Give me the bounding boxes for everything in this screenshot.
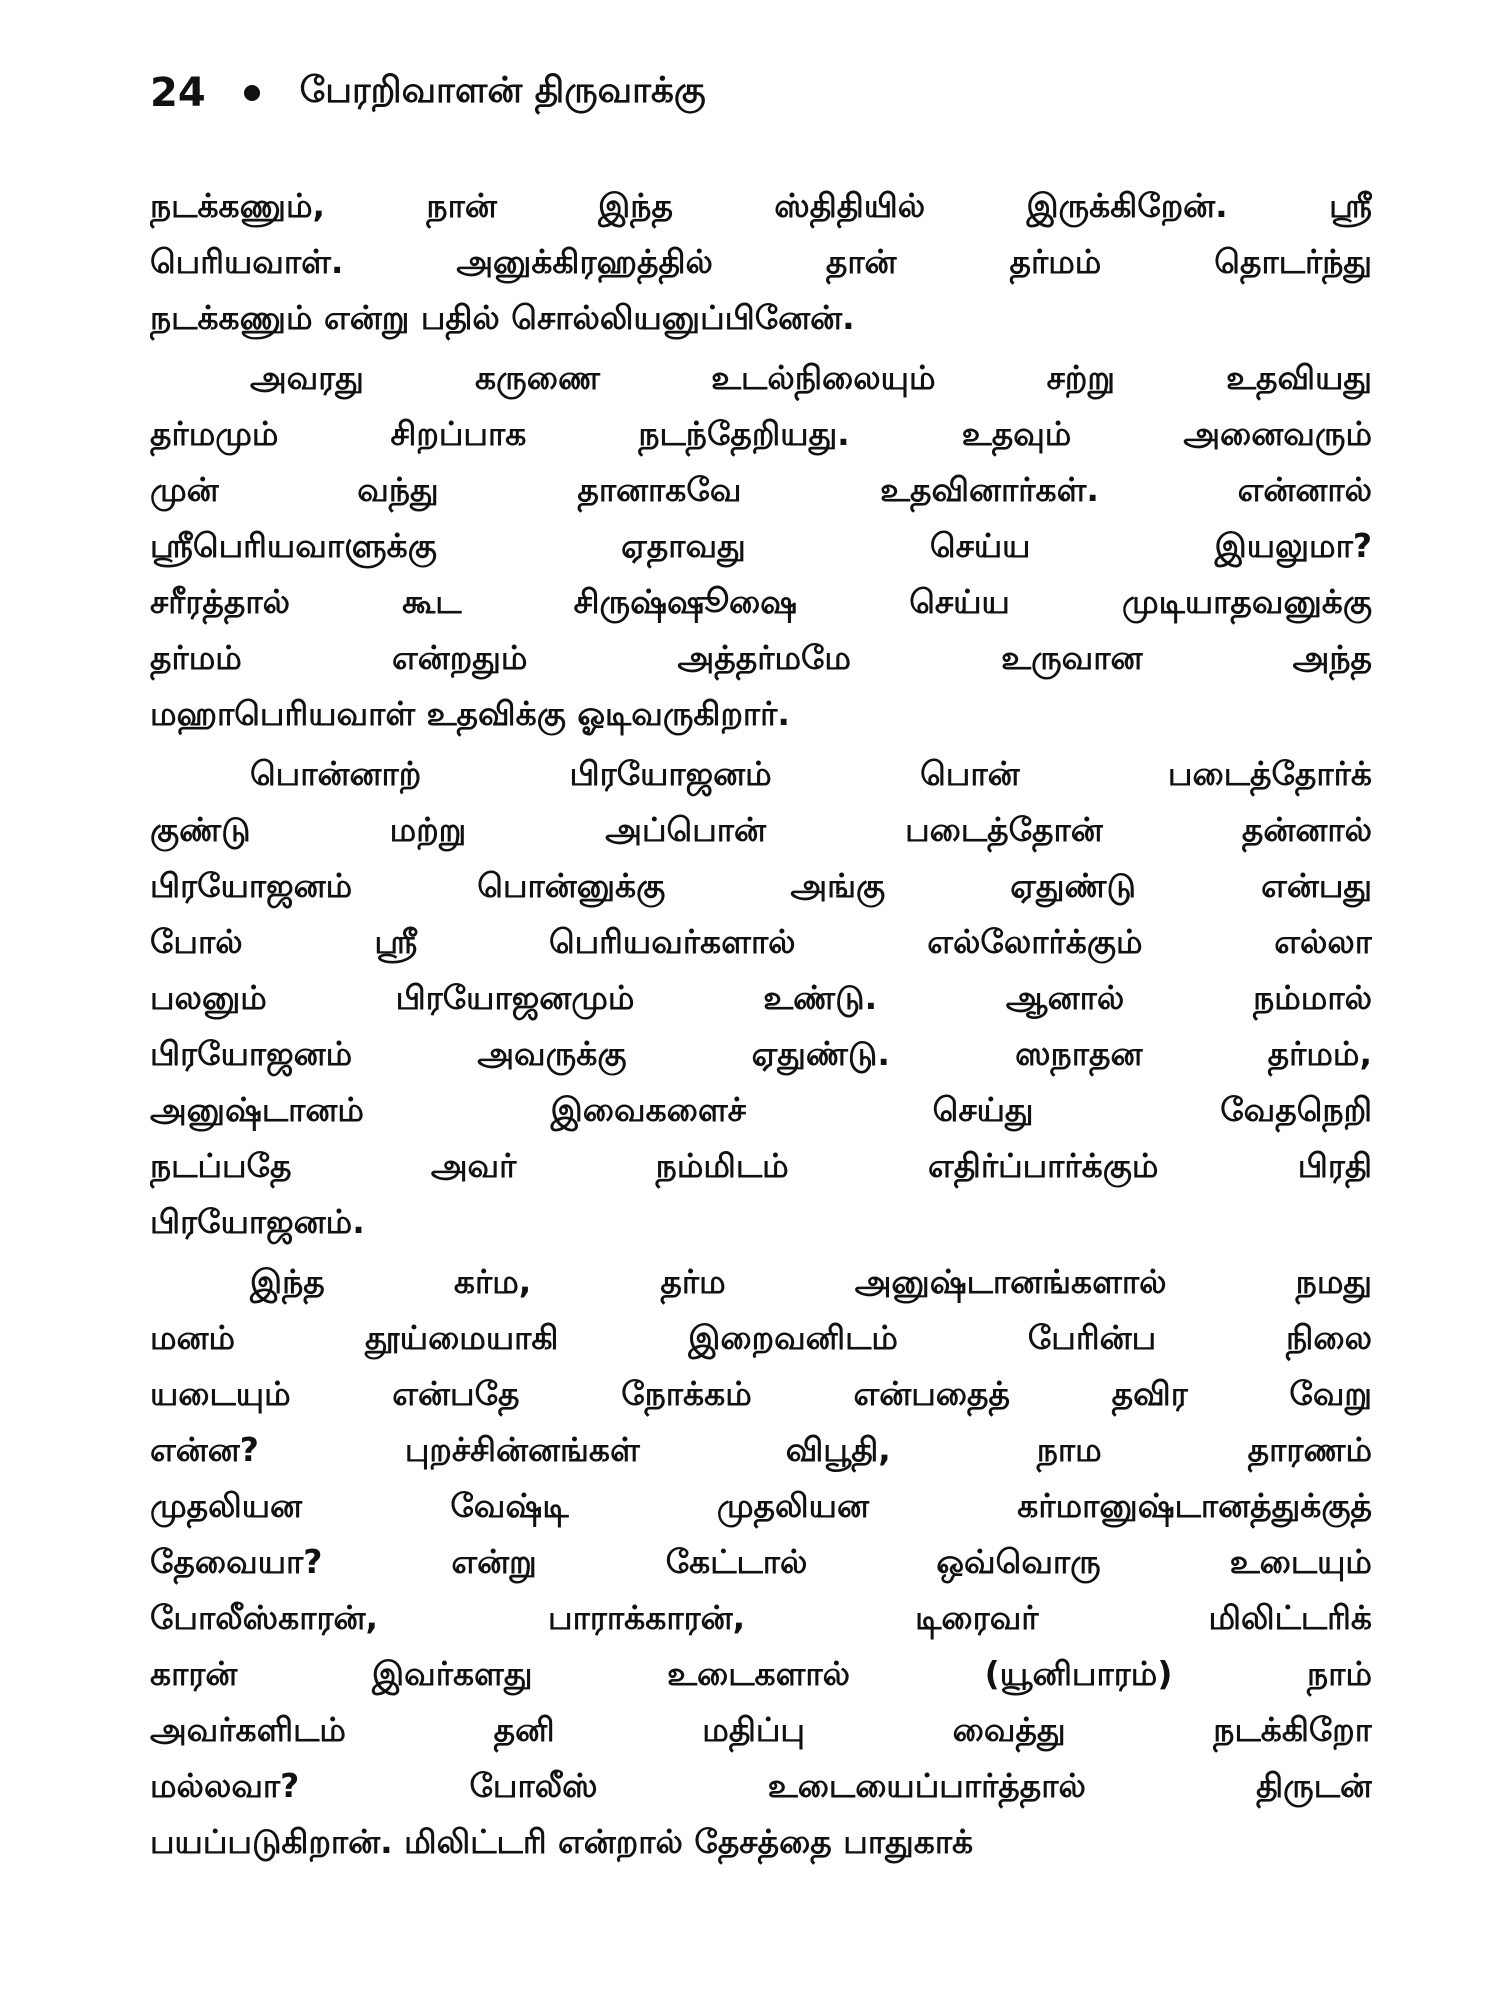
text-line: மனம் தூய்மையாகி இறைவனிடம் பேரின்ப நிலை	[150, 1318, 1372, 1357]
text-line: பொன்னாற் பிரயோஜனம் பொன் படைத்தோர்க்	[250, 754, 1372, 793]
text-line: பிரயோஜனம் பொன்னுக்கு அங்கு ஏதுண்டு என்பது	[150, 866, 1372, 905]
text-line: பெரியவாள். அனுக்கிரஹத்தில் தான் தர்மம் தொடர்ந்து	[150, 242, 1372, 281]
text-line: தேவையா? என்று கேட்டால் ஒவ்வொரு உடையும்	[150, 1542, 1372, 1581]
text-line: போல் ஸ்ரீ பெரியவர்களால் எல்லோர்க்கும் எல்லா	[150, 922, 1372, 961]
page-number: 24	[150, 70, 206, 116]
text-line: முதலியன வேஷ்டி முதலியன கர்மானுஷ்டானத்துக்குத்	[150, 1486, 1372, 1525]
text-line: தர்மம் என்றதும் அத்தர்மமே உருவான அந்த	[150, 638, 1372, 677]
text-line: பிரயோஜனம் அவருக்கு ஏதுண்டு. ஸநாதன தர்மம்,	[150, 1034, 1372, 1073]
paragraph	[150, 1254, 1372, 1870]
text-line: ஸ்ரீபெரியவாளுக்கு ஏதாவது செய்ய இயலுமா?	[150, 526, 1372, 565]
text-line: பிரயோஜனம்.	[150, 1202, 365, 1241]
text-line: போலீஸ்காரன், பாராக்காரன், டிரைவர் மிலிட்டரிக்	[150, 1598, 1372, 1637]
running-title: பேரறிவாளன் திருவாக்கு	[299, 70, 706, 111]
text-line: என்ன? புறச்சின்னங்கள் விபூதி, நாம தாரணம்	[150, 1430, 1372, 1469]
text-line: இந்த கர்ம, தர்ம அனுஷ்டானங்களால் நமது	[250, 1262, 1372, 1301]
paragraph	[150, 178, 1372, 346]
text-line: அனுஷ்டானம் இவைகளைச் செய்து வேதநெறி	[150, 1090, 1372, 1129]
text-line: அவர்களிடம் தனி மதிப்பு வைத்து நடக்கிறோ	[150, 1710, 1372, 1749]
paragraph	[150, 350, 1372, 742]
text-line: பலனும் பிரயோஜனமும் உண்டு. ஆனால் நம்மால்	[150, 978, 1372, 1017]
paragraph	[150, 746, 1372, 1250]
text-line: மல்லவா? போலீஸ் உடையைப்பார்த்தால் திருடன்	[150, 1766, 1372, 1805]
text-line: சரீரத்தால் கூட சிருஷ்ஷூஷை செய்ய முடியாதவனுக்கு	[150, 582, 1372, 621]
text-line: நடக்கணும் என்று பதில் சொல்லியனுப்பினேன்.	[150, 298, 855, 337]
text-line: நடப்பதே அவர் நம்மிடம் எதிர்ப்பார்க்கும் பிரதி	[150, 1146, 1372, 1185]
text-line: யடையும் என்பதே நோக்கம் என்பதைத் தவிர வேறு	[150, 1374, 1372, 1413]
text-line: அவரது கருணை உடல்நிலையும் சற்று உதவியது	[250, 358, 1372, 397]
body-text	[150, 178, 1372, 1870]
text-line: மஹாபெரியவாள் உதவிக்கு ஓடிவருகிறார்.	[150, 694, 790, 733]
bullet-icon	[244, 85, 260, 101]
text-line: பயப்படுகிறான். மிலிட்டரி என்றால் தேசத்தை பாதுகாக்	[150, 1822, 974, 1861]
text-line: நடக்கணும், நான் இந்த ஸ்திதியில் இருக்கிறேன். ஸ்ரீ	[150, 186, 1372, 225]
page-header	[150, 58, 706, 128]
text-line: குண்டு மற்று அப்பொன் படைத்தோன் தன்னால்	[150, 810, 1372, 849]
text-line: முன் வந்து தானாகவே உதவினார்கள். என்னால்	[150, 470, 1372, 509]
text-line: தர்மமும் சிறப்பாக நடந்தேறியது. உதவும் அனைவரும்	[150, 414, 1372, 453]
text-line: காரன் இவர்களது உடைகளால் (யூனிபாரம்) நாம்	[150, 1654, 1372, 1693]
